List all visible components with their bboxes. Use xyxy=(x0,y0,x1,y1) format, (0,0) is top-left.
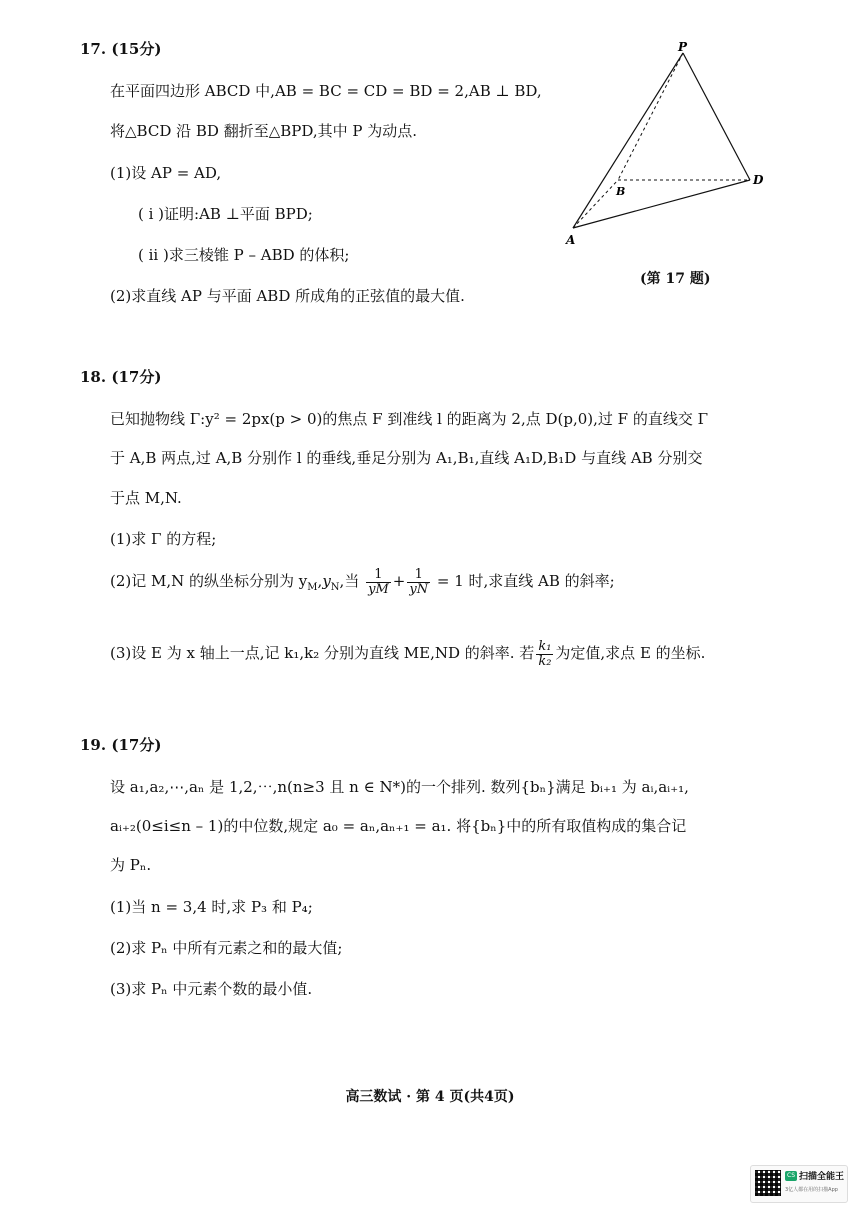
problem-17-part1-ii: ( ii )求三棱锥 P – ABD 的体积; xyxy=(138,246,350,264)
part2-text-c: = 1 时,求直线 AB 的斜率; xyxy=(436,572,615,591)
problem-19-part1: (1)当 n = 3,4 时,求 P₃ 和 P₄; xyxy=(110,898,313,916)
frac-denominator: k₂ xyxy=(538,653,552,669)
frac-numerator: k₁ xyxy=(538,639,552,654)
vertex-label-P: P xyxy=(678,40,688,54)
figure-caption: (第 17 题) xyxy=(640,271,711,287)
frac-numerator: 1 xyxy=(407,568,430,583)
problem-19-part3: (3)求 Pₙ 中元素个数的最小值. xyxy=(110,980,313,998)
tetrahedron-figure xyxy=(560,40,780,260)
edge-AB xyxy=(573,180,618,228)
part3-text-a: (3)设 E 为 x 轴上一点,记 k₁,k₂ 分别为直线 ME,ND 的斜率. 若 xyxy=(110,644,535,663)
problem-score: (15分) xyxy=(111,40,162,58)
page-footer: 高三数试 · 第 4 页(共4页) xyxy=(345,1089,515,1105)
problem-17-stem-line2: 将△BCD 沿 BD 翻折至△BPD,其中 P 为动点. xyxy=(110,122,418,140)
problem-number: 17. xyxy=(80,40,107,58)
problem-18-header xyxy=(80,368,161,386)
vertex-label-D: D xyxy=(753,173,764,187)
edge-PA xyxy=(573,53,683,228)
problem-17-part2: (2)求直线 AP 与平面 ABD 所成角的正弦值的最大值. xyxy=(110,287,465,305)
problem-18-part3 xyxy=(110,640,705,668)
fraction-1-over-yN xyxy=(407,568,430,596)
fraction-k1-over-k2 xyxy=(536,640,553,668)
problem-number: 18. xyxy=(80,368,107,386)
problem-number: 19. xyxy=(80,736,107,754)
problem-17-header xyxy=(80,40,161,58)
fraction-1-over-yM xyxy=(366,568,391,596)
problem-19-stem-line1: 设 a₁,a₂,⋯,aₙ 是 1,2,⋯,n(n≥3 且 n ∈ N*)的一个排列. 数列{bₙ}满足 bᵢ₊₁ 为 aᵢ,aᵢ₊₁, xyxy=(110,778,689,796)
problem-19-part2: (2)求 Pₙ 中所有元素之和的最大值; xyxy=(110,939,343,957)
part2-text-b: ,当 xyxy=(339,572,360,591)
qr-code-icon xyxy=(755,1170,781,1196)
scanner-brand: 扫描全能王 xyxy=(799,1172,845,1182)
part3-text-b: 为定值,求点 E 的坐标. xyxy=(555,644,706,663)
edge-AD xyxy=(573,180,750,228)
problem-score: (17分) xyxy=(111,736,162,754)
frac-numerator: 1 xyxy=(366,568,391,583)
problem-18-stem-line1: 已知抛物线 Γ:y² = 2px(p > 0)的焦点 F 到准线 l 的距离为 2,点 D(p,0),过 F 的直线交 Γ xyxy=(110,410,709,428)
problem-19-stem-line2: aᵢ₊₂(0≤i≤n – 1)的中位数,规定 a₀ = aₙ,aₙ₊₁ = a₁. 将{bₙ}中的所有取值构成的集合记 xyxy=(110,817,687,835)
yM-subscript: M xyxy=(307,582,318,594)
frac-denominator: yM xyxy=(368,581,389,597)
problem-17-stem-line1: 在平面四边形 ABCD 中,AB = BC = CD = BD = 2,AB ⊥ BD, xyxy=(110,82,542,100)
problem-17-part1-i: ( i )证明:AB ⊥平面 BPD; xyxy=(138,205,313,223)
problem-18-stem-line2: 于 A,B 两点,过 A,B 分别作 l 的垂线,垂足分别为 A₁,B₁,直线 A₁D,B₁D 与直线 AB 分别交 xyxy=(110,449,703,467)
scanner-watermark xyxy=(750,1165,848,1203)
problem-19-header xyxy=(80,736,161,754)
problem-19-stem-line3: 为 Pₙ. xyxy=(110,856,152,874)
edge-PD xyxy=(683,53,750,180)
yN-subscript: N xyxy=(330,582,340,594)
part2-text-a: (2)记 M,N 的纵坐标分别为 y xyxy=(110,572,308,591)
problem-18-part1: (1)求 Γ 的方程; xyxy=(110,530,217,548)
problem-17-part1: (1)设 AP = AD, xyxy=(110,164,222,182)
vertex-label-B: B xyxy=(616,185,626,198)
vertex-label-A: A xyxy=(566,233,576,247)
edge-PB xyxy=(618,53,683,180)
frac-denominator: yN xyxy=(409,581,429,597)
problem-18-part2: (2)记 M,N 的纵坐标分别为 $y_M,y_N$,当 $\frac{1}{yM}$ + $\frac{1}{yN}$ = 1 时,求直线 AB 的斜率; xyxy=(110,567,615,597)
scanner-tagline: 3亿人都在用的扫描App xyxy=(785,1187,838,1193)
problem-18-stem-line3: 于点 M,N. xyxy=(110,489,182,507)
problem-score: (17分) xyxy=(111,368,162,386)
scanner-badge: CS xyxy=(787,1172,795,1179)
